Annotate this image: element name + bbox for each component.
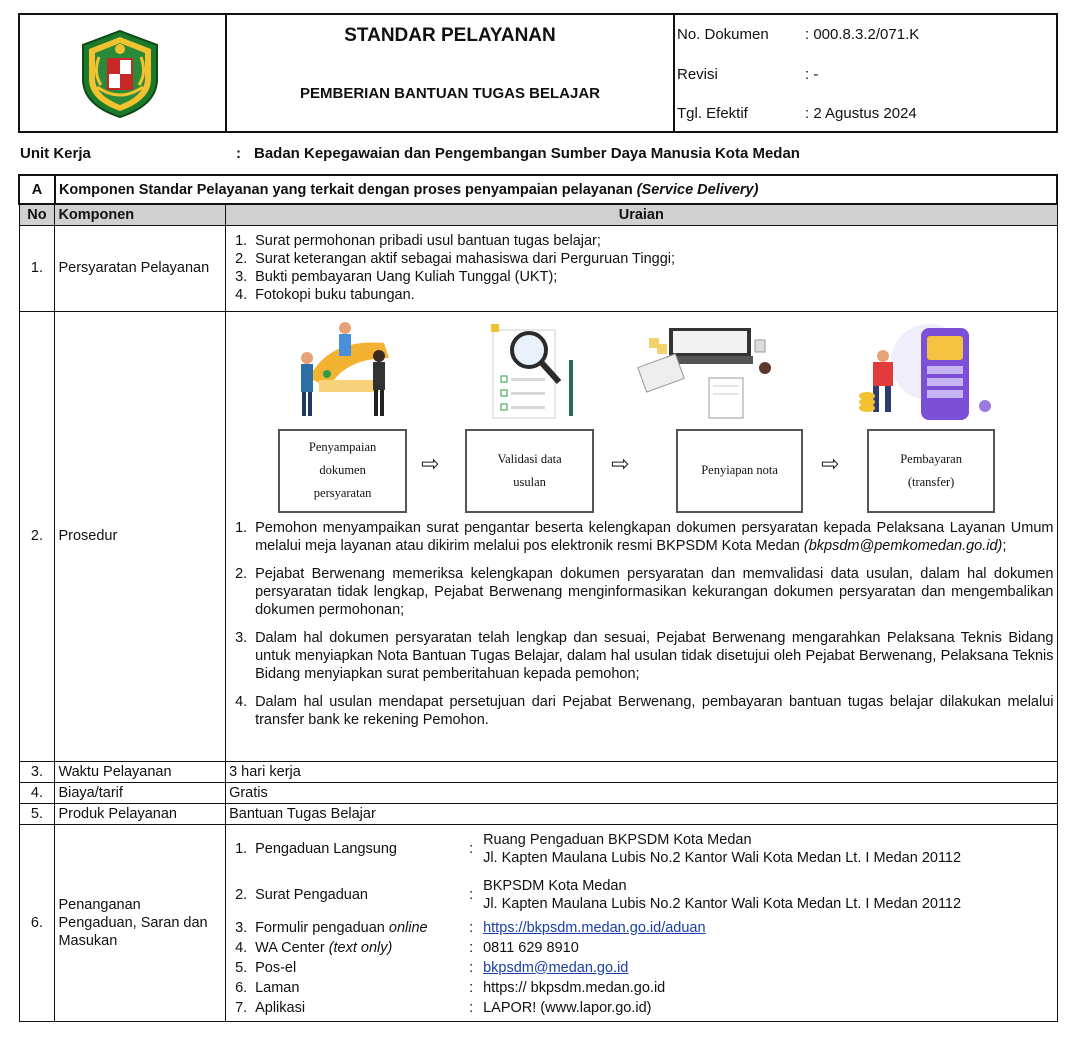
channel-value	[483, 959, 1053, 977]
flow-step-label: Validasi data	[497, 451, 562, 466]
office-service-illustration-icon	[289, 318, 399, 424]
row-uraian	[226, 311, 1057, 761]
flow-step-label: Pembayaran	[900, 451, 962, 466]
row-number: 3.	[19, 761, 55, 782]
separator: :	[469, 939, 474, 956]
section-title-italic: (Service Delivery)	[636, 181, 759, 198]
row-uraian: 3 hari kerja	[226, 761, 1057, 782]
table-row	[19, 311, 1057, 761]
list-item-text: Surat keterangan aktif sebagai mahasiswa dari Perguruan Tinggi;	[255, 251, 676, 267]
list-item-number: 4.	[235, 693, 248, 710]
row-number: 1.	[19, 225, 55, 311]
list-item	[229, 250, 1053, 268]
complaint-form-link[interactable]: https://bkpsdm.medan.go.id/aduan	[483, 919, 706, 936]
row-number: 6.	[19, 824, 55, 1021]
separator: :	[469, 999, 474, 1016]
procedure-flow	[229, 312, 1053, 519]
channel-label-italic: (text only)	[328, 939, 393, 956]
channel-value-line: Ruang Pengaduan BKPSDM Kota Medan	[483, 831, 752, 848]
list-item-number: 2.	[235, 565, 248, 582]
requirements-list	[229, 232, 1053, 304]
row-komponen: Biaya/tarif	[55, 782, 226, 803]
row-number: 2.	[19, 311, 55, 761]
list-item-text: Dalam hal usulan mendapat persetujuan dari Pejabat Berwenang, pembayaran bantuan tugas belajar dilakukan melalui transfer bank ke rekening Pemohon.	[255, 693, 1054, 728]
meta-value-no-dokumen: : 000.8.3.2/071.K	[805, 26, 920, 43]
list-item	[229, 232, 1053, 250]
row-number: 4.	[19, 782, 55, 803]
row-komponen: Waktu Pelayanan	[55, 761, 226, 782]
channel-value	[483, 831, 1053, 867]
channel-label-text: Pengaduan Langsung	[255, 840, 397, 857]
email-reference: (bkpsdm@pemkomedan.go.id)	[803, 537, 1003, 554]
section-a-row	[19, 175, 1057, 204]
col-header-no: No	[19, 204, 55, 225]
channel-value-line: Jl. Kapten Maulana Lubis No.2 Kantor Wali Kota Medan Lt. I Medan 20112	[483, 849, 962, 866]
list-item-text: Fotokopi buku tabungan.	[255, 287, 415, 303]
pemko-medan-emblem-icon	[75, 27, 165, 121]
col-header-uraian: Uraian	[226, 204, 1057, 225]
flow-step-label: (transfer)	[907, 474, 955, 489]
flow-step-label: persyaratan	[313, 486, 372, 500]
arrow-right-icon: ⇨	[611, 450, 630, 476]
meta-key-tgl-efektif: Tgl. Efektif	[677, 105, 748, 122]
row-number: 5.	[19, 803, 55, 824]
arrow-right-icon: ⇨	[821, 450, 840, 476]
flow-step-label: usulan	[513, 474, 546, 489]
service-standard-table	[18, 174, 1058, 1022]
channel-label-text: Aplikasi	[255, 999, 306, 1016]
list-item-number: 4.	[235, 939, 248, 956]
flow-step-box	[278, 429, 407, 513]
list-item-text: ;	[1002, 537, 1007, 554]
flow-step-box	[867, 429, 995, 513]
list-item	[229, 286, 1053, 304]
flow-step-label: dokumen	[319, 463, 366, 477]
row-komponen: Penanganan Pengaduan, Saran dan Masukan	[55, 824, 226, 1021]
list-item-number: 3.	[235, 269, 248, 285]
separator: :	[469, 919, 474, 936]
table-row	[19, 761, 1057, 782]
divider	[673, 15, 675, 131]
document-subtitle: PEMBERIAN BANTUAN TUGAS BELAJAR	[299, 85, 600, 102]
list-item-text: Surat permohonan pribadi usul bantuan tugas belajar;	[255, 233, 601, 249]
list-item-number: 4.	[235, 287, 248, 303]
meta-value-revisi: : -	[805, 66, 819, 83]
section-letter: A	[19, 175, 55, 204]
list-item	[229, 693, 1053, 729]
channel-label	[229, 840, 469, 858]
channel-label-text: WA Center	[255, 939, 329, 956]
list-item	[229, 629, 1053, 683]
channel-value: LAPOR! (www.lapor.go.id)	[483, 999, 652, 1016]
channel-label	[229, 979, 469, 997]
column-header-row	[19, 204, 1057, 225]
channel-label-italic: online	[388, 919, 428, 936]
row-uraian	[226, 824, 1057, 1021]
channel-label	[229, 999, 469, 1017]
channel-value-line: BKPSDM Kota Medan	[483, 877, 627, 894]
table-row	[19, 225, 1057, 311]
channel-label	[229, 939, 469, 957]
list-item	[229, 268, 1053, 286]
complaint-channels	[229, 831, 1053, 1017]
row-uraian	[226, 225, 1057, 311]
table-row	[19, 824, 1057, 1021]
row-komponen: Produk Pelayanan	[55, 803, 226, 824]
list-item-number: 3.	[235, 919, 248, 936]
meta-key-revisi: Revisi	[677, 66, 718, 83]
flow-step-label: Penyiapan nota	[701, 463, 778, 477]
separator: :	[469, 979, 474, 996]
meta-value-tgl-efektif: : 2 Agustus 2024	[805, 105, 917, 122]
channel-label	[229, 915, 469, 937]
separator: :	[469, 886, 474, 903]
channel-label-text: Pos-el	[255, 959, 297, 976]
row-uraian: Bantuan Tugas Belajar	[226, 803, 1057, 824]
channel-label-text: Surat Pengaduan	[255, 886, 368, 903]
list-item-text: Pejabat Berwenang memeriksa kelengkapan dokumen persyaratan dan memvalidasi data usulan, dalam hal dokumen persyaratan tidak lengkap, Pejabat Berwenang menginformasikan kekurangan dokumen persyaratan dan mengembalikan dokumen permohonan;	[255, 565, 1054, 618]
laptop-desk-illustration-icon	[637, 326, 787, 424]
list-item-number: 5.	[235, 959, 248, 976]
flow-step-box	[676, 429, 803, 513]
list-item-number: 1.	[235, 519, 248, 536]
channel-label	[229, 959, 469, 977]
unit-kerja-value: Badan Kepegawaian dan Pengembangan Sumber Daya Manusia Kota Medan	[254, 145, 800, 162]
document-magnifier-illustration-icon	[487, 320, 582, 424]
flow-step-label: Penyampaian	[308, 440, 377, 454]
list-item-number: 1.	[235, 840, 248, 857]
arrow-right-icon: ⇨	[421, 450, 440, 476]
flow-step-box	[465, 429, 594, 513]
row-uraian: Gratis	[226, 782, 1057, 803]
list-item-number: 6.	[235, 979, 248, 996]
list-item-number: 7.	[235, 999, 248, 1016]
list-item-number: 3.	[235, 629, 248, 646]
row-komponen: Prosedur	[55, 311, 226, 761]
list-item-text: Bukti pembayaran Uang Kuliah Tunggal (UKT);	[255, 269, 558, 285]
unit-kerja-label: Unit Kerja	[20, 145, 91, 162]
section-title	[55, 175, 1057, 204]
separator: :	[469, 959, 474, 976]
channel-value	[483, 869, 1053, 913]
table-row	[19, 803, 1057, 824]
separator: :	[469, 840, 474, 857]
list-item-text: Dalam hal dokumen persyaratan telah lengkap dan sesuai, Pejabat Berwenang mengarahkan Pelaksana Teknis Bidang untuk menyiapkan Nota Bantuan Tugas Belajar, dalam hal usulan tidak disetujui oleh Pejabat Berwenang, Pelaksana Teknis Bidang menyiapkan surat pemberitahuan kepada pemohon;	[255, 629, 1054, 682]
section-title-text: Komponen Standar Pelayanan yang terkait dengan proses penyampaian pelayanan	[58, 181, 637, 198]
channel-label-text: Laman	[255, 979, 300, 996]
channel-value-line: Jl. Kapten Maulana Lubis No.2 Kantor Wali Kota Medan Lt. I Medan 20112	[483, 895, 962, 912]
col-header-komponen: Komponen	[55, 204, 226, 225]
email-link[interactable]: bkpsdm@medan.go.id	[483, 959, 629, 976]
list-item-number: 1.	[235, 233, 248, 249]
list-item	[229, 519, 1053, 555]
channel-label	[229, 878, 469, 904]
list-item	[229, 565, 1053, 619]
channel-value: https:// bkpsdm.medan.go.id	[483, 979, 666, 996]
channel-value	[483, 915, 1053, 937]
channel-value: 0811 629 8910	[483, 939, 579, 956]
table-row	[19, 782, 1057, 803]
procedure-steps-list	[229, 519, 1053, 729]
mobile-payment-illustration-icon	[859, 322, 999, 424]
channel-label-text: Formulir pengaduan	[255, 919, 389, 936]
unit-kerja-colon: :	[236, 145, 241, 162]
list-item-text: Pemohon menyampaikan surat pengantar beserta kelengkapan dokumen persyaratan kepada Pelaksana Layanan Umum melalui meja layanan atau dikirim melalui pos elektronik resmi BKPSDM Kota Medan	[255, 519, 1054, 554]
meta-key-no-dokumen: No. Dokumen	[677, 26, 769, 43]
list-item-number: 2.	[235, 251, 248, 267]
list-item-number: 2.	[235, 886, 248, 903]
document-title: STANDAR PELAYANAN	[344, 25, 556, 46]
row-komponen: Persyaratan Pelayanan	[55, 225, 226, 311]
document-header	[18, 13, 1058, 133]
